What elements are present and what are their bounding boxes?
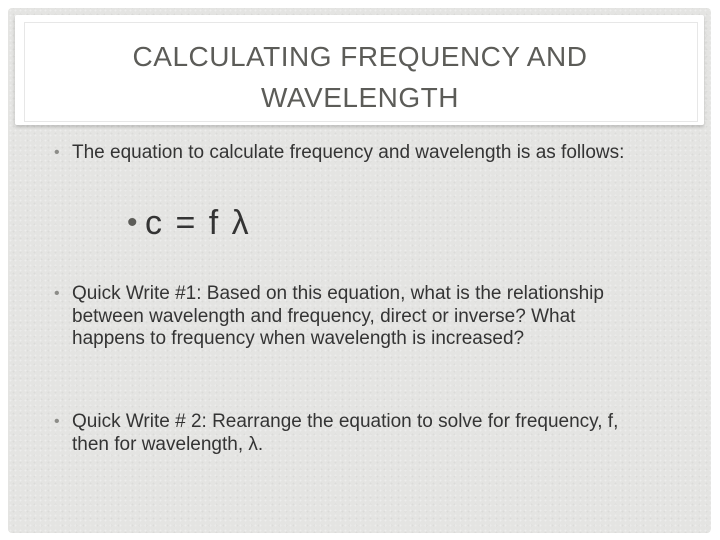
bullet-quick-write-1 bbox=[54, 283, 652, 351]
bullet-marker: • bbox=[54, 413, 60, 430]
bullet-quick-write-2 bbox=[54, 411, 652, 456]
equation-text: c = f λ bbox=[145, 204, 251, 242]
bullet-marker: • bbox=[54, 144, 60, 161]
slide-title bbox=[24, 36, 696, 118]
bullet-text: Quick Write #1: Based on this equation, what is the relationship between wavelength and frequency, direct or inverse? What happens to frequency when wavelength is increased? bbox=[72, 283, 604, 349]
slide-title-line-1: CALCULATING FREQUENCY AND bbox=[132, 41, 588, 72]
bullet-marker: • bbox=[127, 206, 140, 239]
bullet-text: Quick Write # 2: Rearrange the equation to solve for frequency, f, then for wavelength, λ. bbox=[72, 411, 619, 455]
bullet-marker: • bbox=[54, 285, 60, 302]
bullet-equation-intro bbox=[54, 142, 652, 165]
bullet-equation bbox=[127, 203, 251, 243]
bullet-text: The equation to calculate frequency and wavelength is as follows: bbox=[72, 142, 625, 163]
slide-title-line-2: WAVELENGTH bbox=[261, 82, 459, 113]
